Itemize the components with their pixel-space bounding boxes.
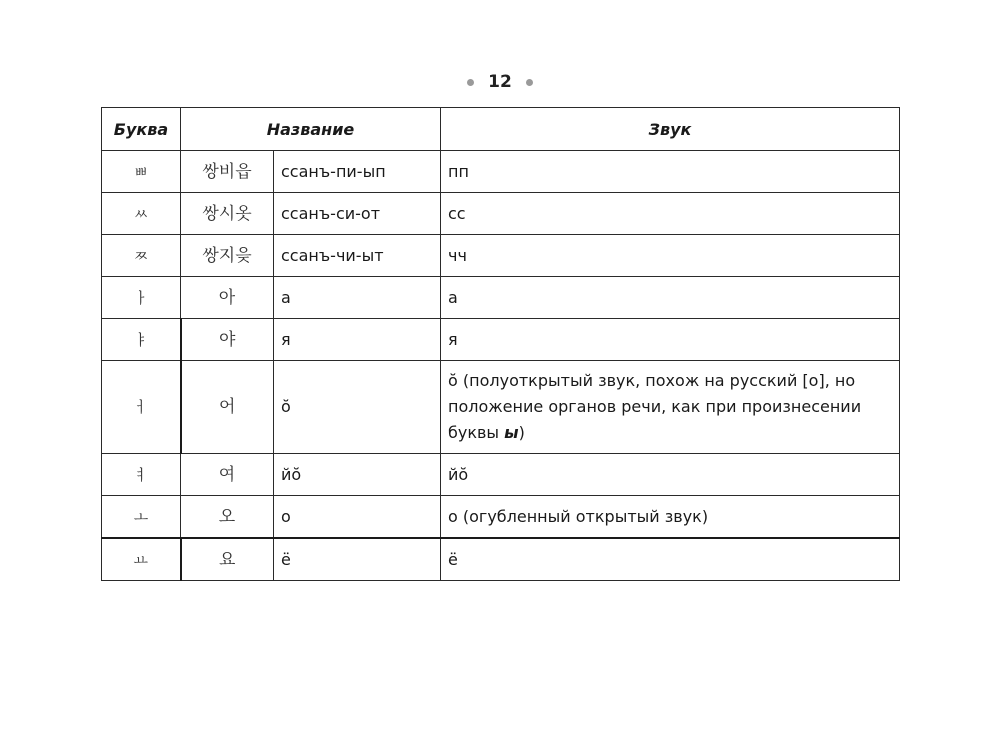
letter-cell: ㅏ [102,277,181,319]
transliteration-cell: о [274,496,441,539]
table-row [102,151,900,193]
transliteration-cell: ссанъ-чи-ыт [274,235,441,277]
letter-cell: ㅃ [102,151,181,193]
transliteration-cell: я [274,319,441,361]
sound-cell: я [441,319,900,361]
sound-cell: ё [441,538,900,581]
hangul-name-cell: 쌍비읍 [181,151,274,193]
hangul-name-cell: 오 [181,496,274,539]
hangul-name-cell: 여 [181,454,274,496]
header-letter: Буква [102,108,181,151]
hangul-name-cell: 어 [181,361,274,454]
table-row [102,319,900,361]
sound-cell: о (огубленный открытый звук) [441,496,900,539]
letter-cell: ㅉ [102,235,181,277]
sound-emphasis: ы [504,423,519,442]
table-row [102,538,900,581]
letter-cell: ㅗ [102,496,181,539]
table-row [102,454,900,496]
table-row [102,235,900,277]
hangul-name-cell: 야 [181,319,274,361]
sound-cell [441,361,900,454]
table-row [102,193,900,235]
transliteration-cell: ё [274,538,441,581]
sound-cell: пп [441,151,900,193]
transliteration-cell: ссанъ-си-от [274,193,441,235]
letter-cell: ㅓ [102,361,181,454]
transliteration-cell: а [274,277,441,319]
letter-cell: ㅆ [102,193,181,235]
table-row [102,496,900,539]
transliteration-cell: ссанъ-пи-ып [274,151,441,193]
sound-tail: ) [518,423,525,442]
sound-cell: а [441,277,900,319]
transliteration-cell: йŏ [274,454,441,496]
sound-cell: йŏ [441,454,900,496]
table-row [102,277,900,319]
table-header-row [102,108,900,151]
page-number: 12 [488,72,512,92]
hangul-name-cell: 쌍지읒 [181,235,274,277]
letter-cell: ㅕ [102,454,181,496]
hangul-name-cell: 쌍시옷 [181,193,274,235]
sound-cell: чч [441,235,900,277]
hangul-letters-table [101,107,900,581]
sound-cell: сс [441,193,900,235]
header-sound: Звук [441,108,900,151]
header-name: Название [181,108,441,151]
hangul-name-cell: 요 [181,538,274,581]
letter-cell: ㅑ [102,319,181,361]
left-dot-icon [467,79,474,86]
letter-cell: ㅛ [102,538,181,581]
sound-text: ŏ (полуоткрытый звук, похож на русский [о], но положение органов речи, как при произнесении буквы [448,371,862,442]
hangul-name-cell: 아 [181,277,274,319]
table-row [102,361,900,454]
transliteration-cell: ŏ [274,361,441,454]
page-header [0,72,1000,92]
right-dot-icon [526,79,533,86]
